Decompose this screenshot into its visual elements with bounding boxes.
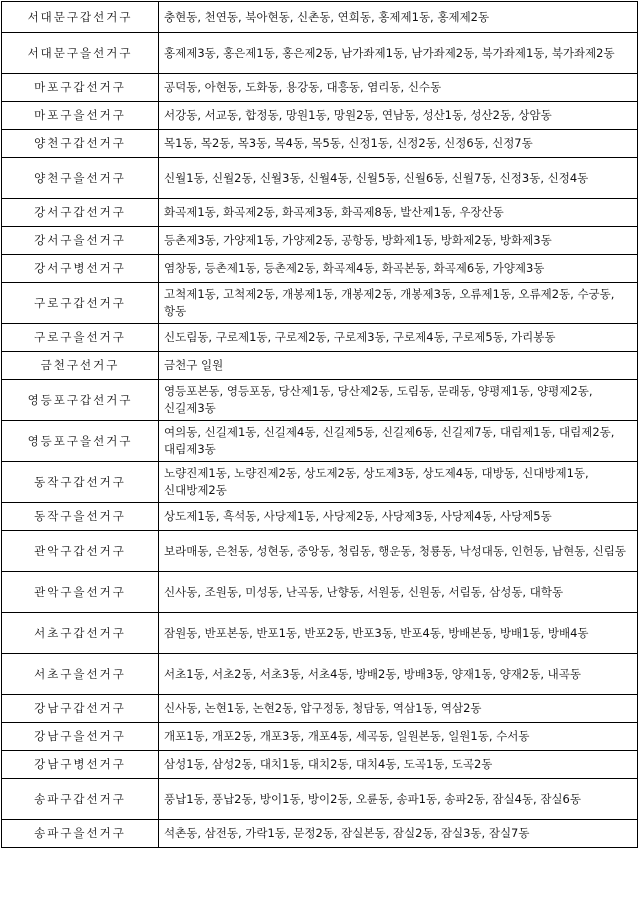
district-name: 양천구갑선거구 <box>2 130 159 158</box>
district-name: 동작구갑선거구 <box>2 462 159 503</box>
table-row <box>2 820 638 848</box>
table-row <box>2 531 638 572</box>
district-areas: 염창동, 등촌제1동, 등촌제2동, 화곡제4동, 화곡본동, 화곡제6동, 가양제3동 <box>159 255 638 283</box>
district-areas: 서초1동, 서초2동, 서초3동, 서초4동, 방배2동, 방배3동, 양재1동, 양재2동, 내곡동 <box>159 654 638 695</box>
table-row <box>2 199 638 227</box>
district-name: 관악구갑선거구 <box>2 531 159 572</box>
district-areas: 개포1동, 개포2동, 개포3동, 개포4동, 세곡동, 일원본동, 일원1동, 수서동 <box>159 723 638 751</box>
district-name: 강남구갑선거구 <box>2 695 159 723</box>
district-areas: 충현동, 천연동, 북아현동, 신촌동, 연희동, 홍제제1동, 홍제제2동 <box>159 2 638 33</box>
district-name: 강남구병선거구 <box>2 751 159 779</box>
district-areas: 금천구 일원 <box>159 352 638 380</box>
district-areas: 보라매동, 은천동, 성현동, 중앙동, 청림동, 행운동, 청룡동, 낙성대동, 인헌동, 남현동, 신림동 <box>159 531 638 572</box>
table-row <box>2 227 638 255</box>
district-name: 서대문구을선거구 <box>2 33 159 74</box>
district-areas: 상도제1동, 흑석동, 사당제1동, 사당제2동, 사당제3동, 사당제4동, 사당제5동 <box>159 503 638 531</box>
table-row <box>2 158 638 199</box>
table-row <box>2 380 638 421</box>
district-name: 서대문구갑선거구 <box>2 2 159 33</box>
district-name: 관악구을선거구 <box>2 572 159 613</box>
district-name: 강서구갑선거구 <box>2 199 159 227</box>
table-row <box>2 462 638 503</box>
district-name: 강서구병선거구 <box>2 255 159 283</box>
district-name: 송파구갑선거구 <box>2 779 159 820</box>
table-row <box>2 74 638 102</box>
district-name: 마포구을선거구 <box>2 102 159 130</box>
district-areas: 등촌제3동, 가양제1동, 가양제2동, 공항동, 방화제1동, 방화제2동, 방화제3동 <box>159 227 638 255</box>
table-row <box>2 130 638 158</box>
district-areas: 삼성1동, 삼성2동, 대치1동, 대치2동, 대치4동, 도곡1동, 도곡2동 <box>159 751 638 779</box>
district-areas: 홍제제3동, 홍은제1동, 홍은제2동, 남가좌제1동, 남가좌제2동, 북가좌제1동, 북가좌제2동 <box>159 33 638 74</box>
district-name: 금천구선거구 <box>2 352 159 380</box>
district-name: 서초구갑선거구 <box>2 613 159 654</box>
table-row <box>2 695 638 723</box>
table-row <box>2 33 638 74</box>
table-row <box>2 352 638 380</box>
table-row <box>2 255 638 283</box>
district-areas: 고척제1동, 고척제2동, 개봉제1동, 개봉제2동, 개봉제3동, 오류제1동, 오류제2동, 수궁동, 항동 <box>159 283 638 324</box>
district-areas: 목1동, 목2동, 목3동, 목4동, 목5동, 신정1동, 신정2동, 신정6동, 신정7동 <box>159 130 638 158</box>
table-row <box>2 324 638 352</box>
district-areas: 영등포본동, 영등포동, 당산제1동, 당산제2동, 도림동, 문래동, 양평제1동, 양평제2동, 신길제3동 <box>159 380 638 421</box>
district-areas: 잠원동, 반포본동, 반포1동, 반포2동, 반포3동, 반포4동, 방배본동, 방배1동, 방배4동 <box>159 613 638 654</box>
district-areas: 신사동, 조원동, 미성동, 난곡동, 난향동, 서원동, 신원동, 서림동, 삼성동, 대학동 <box>159 572 638 613</box>
table-row <box>2 613 638 654</box>
district-name: 강남구을선거구 <box>2 723 159 751</box>
district-name: 양천구을선거구 <box>2 158 159 199</box>
district-name: 마포구갑선거구 <box>2 74 159 102</box>
district-name: 강서구을선거구 <box>2 227 159 255</box>
table-row <box>2 779 638 820</box>
district-areas: 서강동, 서교동, 합정동, 망원1동, 망원2동, 연남동, 성산1동, 성산2동, 상암동 <box>159 102 638 130</box>
district-areas: 화곡제1동, 화곡제2동, 화곡제3동, 화곡제8동, 발산제1동, 우장산동 <box>159 199 638 227</box>
district-name: 서초구을선거구 <box>2 654 159 695</box>
district-name: 영등포구을선거구 <box>2 421 159 462</box>
table-row <box>2 654 638 695</box>
district-areas: 여의동, 신길제1동, 신길제4동, 신길제5동, 신길제6동, 신길제7동, 대림제1동, 대림제2동, 대림제3동 <box>159 421 638 462</box>
table-row <box>2 723 638 751</box>
district-areas: 노량진제1동, 노량진제2동, 상도제2동, 상도제3동, 상도제4동, 대방동, 신대방제1동, 신대방제2동 <box>159 462 638 503</box>
table-row <box>2 503 638 531</box>
district-name: 구로구을선거구 <box>2 324 159 352</box>
district-areas: 공덕동, 아현동, 도화동, 용강동, 대흥동, 염리동, 신수동 <box>159 74 638 102</box>
table-row <box>2 102 638 130</box>
district-areas: 신사동, 논현1동, 논현2동, 압구정동, 청담동, 역삼1동, 역삼2동 <box>159 695 638 723</box>
table-row <box>2 2 638 33</box>
table-row <box>2 751 638 779</box>
district-name: 구로구갑선거구 <box>2 283 159 324</box>
district-areas: 석촌동, 삼전동, 가락1동, 문정2동, 잠실본동, 잠실2동, 잠실3동, 잠실7동 <box>159 820 638 848</box>
district-areas: 풍납1동, 풍납2동, 방이1동, 방이2동, 오륜동, 송파1동, 송파2동, 잠실4동, 잠실6동 <box>159 779 638 820</box>
district-name: 동작구을선거구 <box>2 503 159 531</box>
district-areas: 신월1동, 신월2동, 신월3동, 신월4동, 신월5동, 신월6동, 신월7동, 신정3동, 신정4동 <box>159 158 638 199</box>
district-name: 영등포구갑선거구 <box>2 380 159 421</box>
table-row <box>2 572 638 613</box>
district-name: 송파구을선거구 <box>2 820 159 848</box>
table-row <box>2 421 638 462</box>
district-table <box>1 1 638 848</box>
district-areas: 신도림동, 구로제1동, 구로제2동, 구로제3동, 구로제4동, 구로제5동, 가리봉동 <box>159 324 638 352</box>
table-row <box>2 283 638 324</box>
